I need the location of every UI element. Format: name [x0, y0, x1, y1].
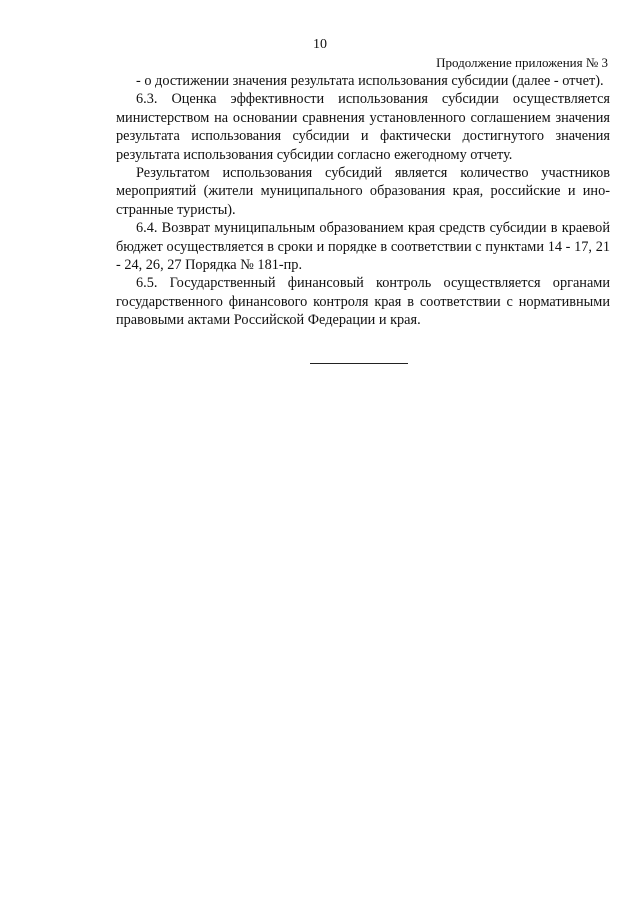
paragraph-6-5-financial-control: 6.5. Государственный финансовый контроль осуществляется органами государственного финансового контроля края в соответствии с нормативными правовыми актами Российской Федерации и края. [116, 275, 610, 329]
paragraph-report-item: - о достижении значения результата использования субсидии (далее - отчет). [136, 73, 604, 89]
paragraph-6-4-refund: 6.4. Возврат муниципальным образованием края средств субсидии в краевой бюджет осуществляется в сроки и порядке в соответствии с пунктами 14 - 17, 21 - 24, 26, 27 Порядка № 181-пр. [116, 220, 610, 274]
end-of-document-rule [310, 363, 408, 364]
document-body [116, 72, 610, 330]
appendix-continuation-label: Продолжение приложения № 3 [436, 55, 608, 70]
paragraph-result-of-use: Результатом использования субсидий является количество участников мероприятий (жители муниципального образования края, российские и иностранные туристы). [116, 165, 610, 218]
paragraph-6-3-efficiency-assessment: 6.3. Оценка эффективности использования субсидии осуществляется министерством на основании сравнения установленного соглашением значения результата использования субсидии и фактически достигнутого значения результата использования субсидии согласно ежегодному отчету. [116, 91, 610, 163]
page-number: 10 [313, 37, 327, 52]
